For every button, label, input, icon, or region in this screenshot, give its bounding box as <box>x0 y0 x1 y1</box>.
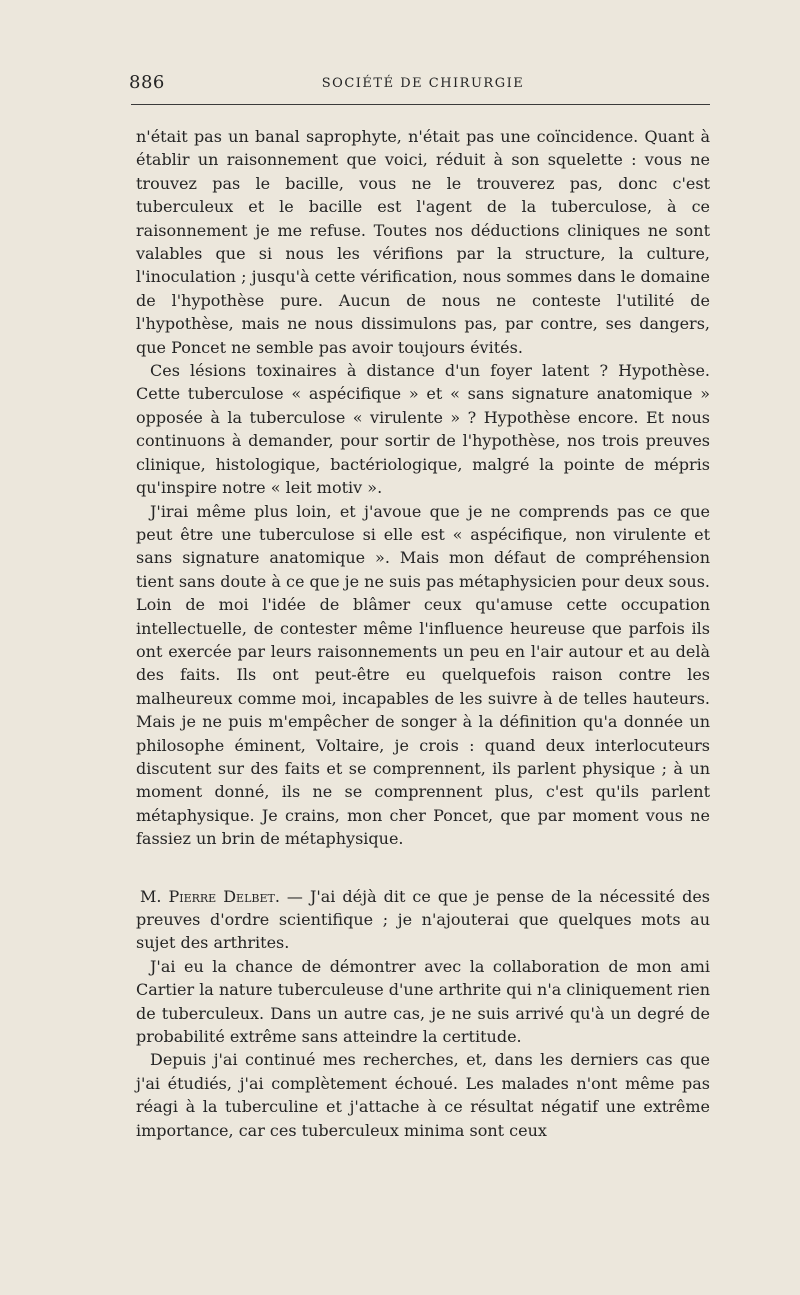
body-text <box>136 125 710 1142</box>
paragraph: J'ai eu la chance de démontrer avec la collaboration de mon ami Cartier la nature tuberculeuse d'une arthrite qui n'a cliniquement rien de tuberculeux. Dans un autre cas, je ne suis arrivé qu'à un degré de probabilité extrême sans atteindre la certitude. <box>136 956 710 1047</box>
speaker-name: M. Pierre Delbet. <box>140 886 280 906</box>
speaker-text: — J'ai déjà dit ce que je pense de la nécessité des preuves d'ordre scientifique ; je n'ajouterai que quelques mots au sujet des arthrites. <box>136 886 710 953</box>
paragraph: J'irai même plus loin, et j'avoue que je ne comprends pas ce que peut être une tuberculose si elle est « aspécifique, non virulente et sans signature anatomique ». Mais mon défaut de compréhension tient sans doute à ce que je ne suis pas métaphysicien pour deux sous. Loin de moi l'idée de blâmer ceux qu'amuse cette occupation intellectuelle, de contester même l'influence heureuse que parfois ils ont exercée par leurs raisonnements un peu en l'air autour et au delà des faits. Ils ont peut-être eu quelquefois raison contre les malheureux comme moi, incapables de les suivre à de telles hauteurs. Mais je ne puis m'empêcher de songer à la définition qu'a donnée un philosophe éminent, Voltaire, je crois : quand deux interlocuteurs discutent sur des faits et se comprennent, ils parlent physique ; à un moment donné, ils ne se comprennent plus, c'est qu'ils parlent métaphysique. Je crains, mon cher Poncet, que par moment vous ne fassiez un brin de métaphysique. <box>136 501 710 849</box>
paragraph: Depuis j'ai continué mes recherches, et, dans les derniers cas que j'ai étudiés, j'ai complètement échoué. Les malades n'ont même pas réagi à la tuberculine et j'attache à ce résultat négatif une extrême importance, car ces tuberculeux minima sont ceux <box>136 1050 710 1140</box>
paragraph: Ces lésions toxinaires à distance d'un foyer latent ? Hypothèse. Cette tuberculose « aspécifique » et « sans signature anatomique » opposée à la tuberculose « virulente » ? Hypothèse encore. Et nous continuons à demander, pour sortir de l'hypothèse, nos trois preuves clinique, histologique, bactériologique, malgré la pointe de mépris qu'inspire notre « leit motiv ». <box>136 361 710 498</box>
page-number: 886 <box>129 72 165 93</box>
speaker-paragraph <box>136 885 710 955</box>
running-head <box>129 72 710 98</box>
header-title: SOCIÉTÉ DE CHIRURGIE <box>321 76 525 91</box>
paragraph: n'était pas un banal saprophyte, n'était pas une coïncidence. Quant à établir un raisonnement que voici, réduit à son squelette : vous ne trouvez pas le bacille, vous ne le trouverez pas, donc c'est tuberculeux et le bacille est l'agent de la tuberculose, à ce raisonnement je me refuse. Toutes nos déductions cliniques ne sont valables que si nous les vérifions par la structure, la culture, l'inoculation ; jusqu'à cette vérification, nous sommes dans le domaine de l'hypothèse pure. Aucun de nous ne conteste l'utilité de l'hypothèse, mais ne nous dissimulons pas, par contre, ses dangers, que Poncet ne semble pas avoir toujours évités. <box>136 127 710 357</box>
header-rule <box>131 104 710 105</box>
